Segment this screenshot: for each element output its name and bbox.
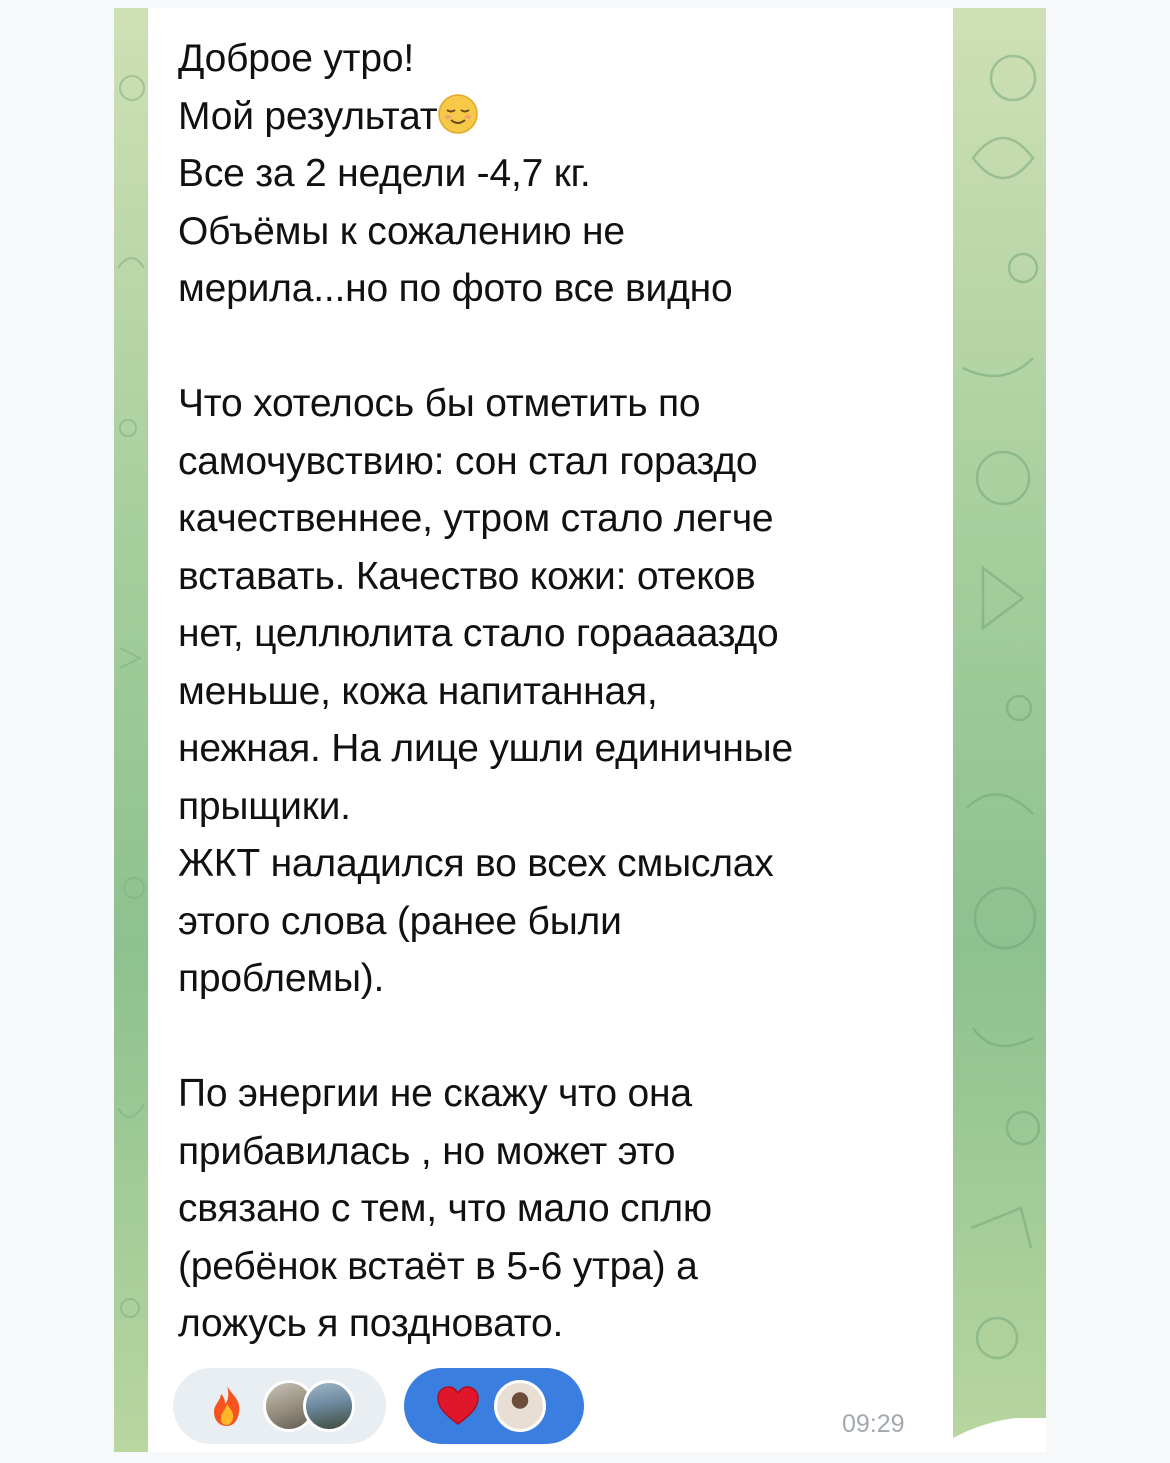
- avatar: [303, 1380, 355, 1432]
- reaction-heart[interactable]: [404, 1368, 584, 1444]
- message-result-line: Мой результат: [178, 94, 438, 138]
- wallpaper-doodles: [114, 8, 148, 1452]
- wallpaper-doodles: [953, 8, 1046, 1452]
- fire-emoji: [203, 1382, 251, 1430]
- reaction-fire[interactable]: [173, 1368, 386, 1444]
- reaction-avatars: [494, 1380, 546, 1432]
- message-greeting: Доброе утро!: [178, 37, 414, 80]
- message-bubble[interactable]: [148, 8, 953, 1452]
- chat-wallpaper-left: [114, 8, 148, 1452]
- heart-emoji: [434, 1382, 482, 1430]
- relieved-face-emoji: [437, 93, 479, 135]
- reaction-avatars: [263, 1380, 355, 1432]
- message-time: 09:29: [842, 1410, 905, 1438]
- chat-wallpaper-right: [953, 8, 1046, 1452]
- bubble-tail: [953, 1418, 1046, 1452]
- message-body: Все за 2 недели -4,7 кг. Объёмы к сожалению не мерила...но по фото все видно Что хотелось бы отметить по самочувствию: сон стал гораздо качественнее, утром стало легче вставать. Качество кожи: отеков нет, целлюлита стало горааааздо меньше, кожа напитанная, нежная. На лице ушли единичные прыщики. ЖКТ наладился во всех смыслах этого слова (ранее были проблемы). По энергии не скажу что она прибавилась , но может это связано с тем, что мало сплю (ребёнок встаёт в 5-6 утра) а ложусь я поздновато.: [178, 152, 793, 1345]
- message-text: [178, 30, 938, 1353]
- avatar: [494, 1380, 546, 1432]
